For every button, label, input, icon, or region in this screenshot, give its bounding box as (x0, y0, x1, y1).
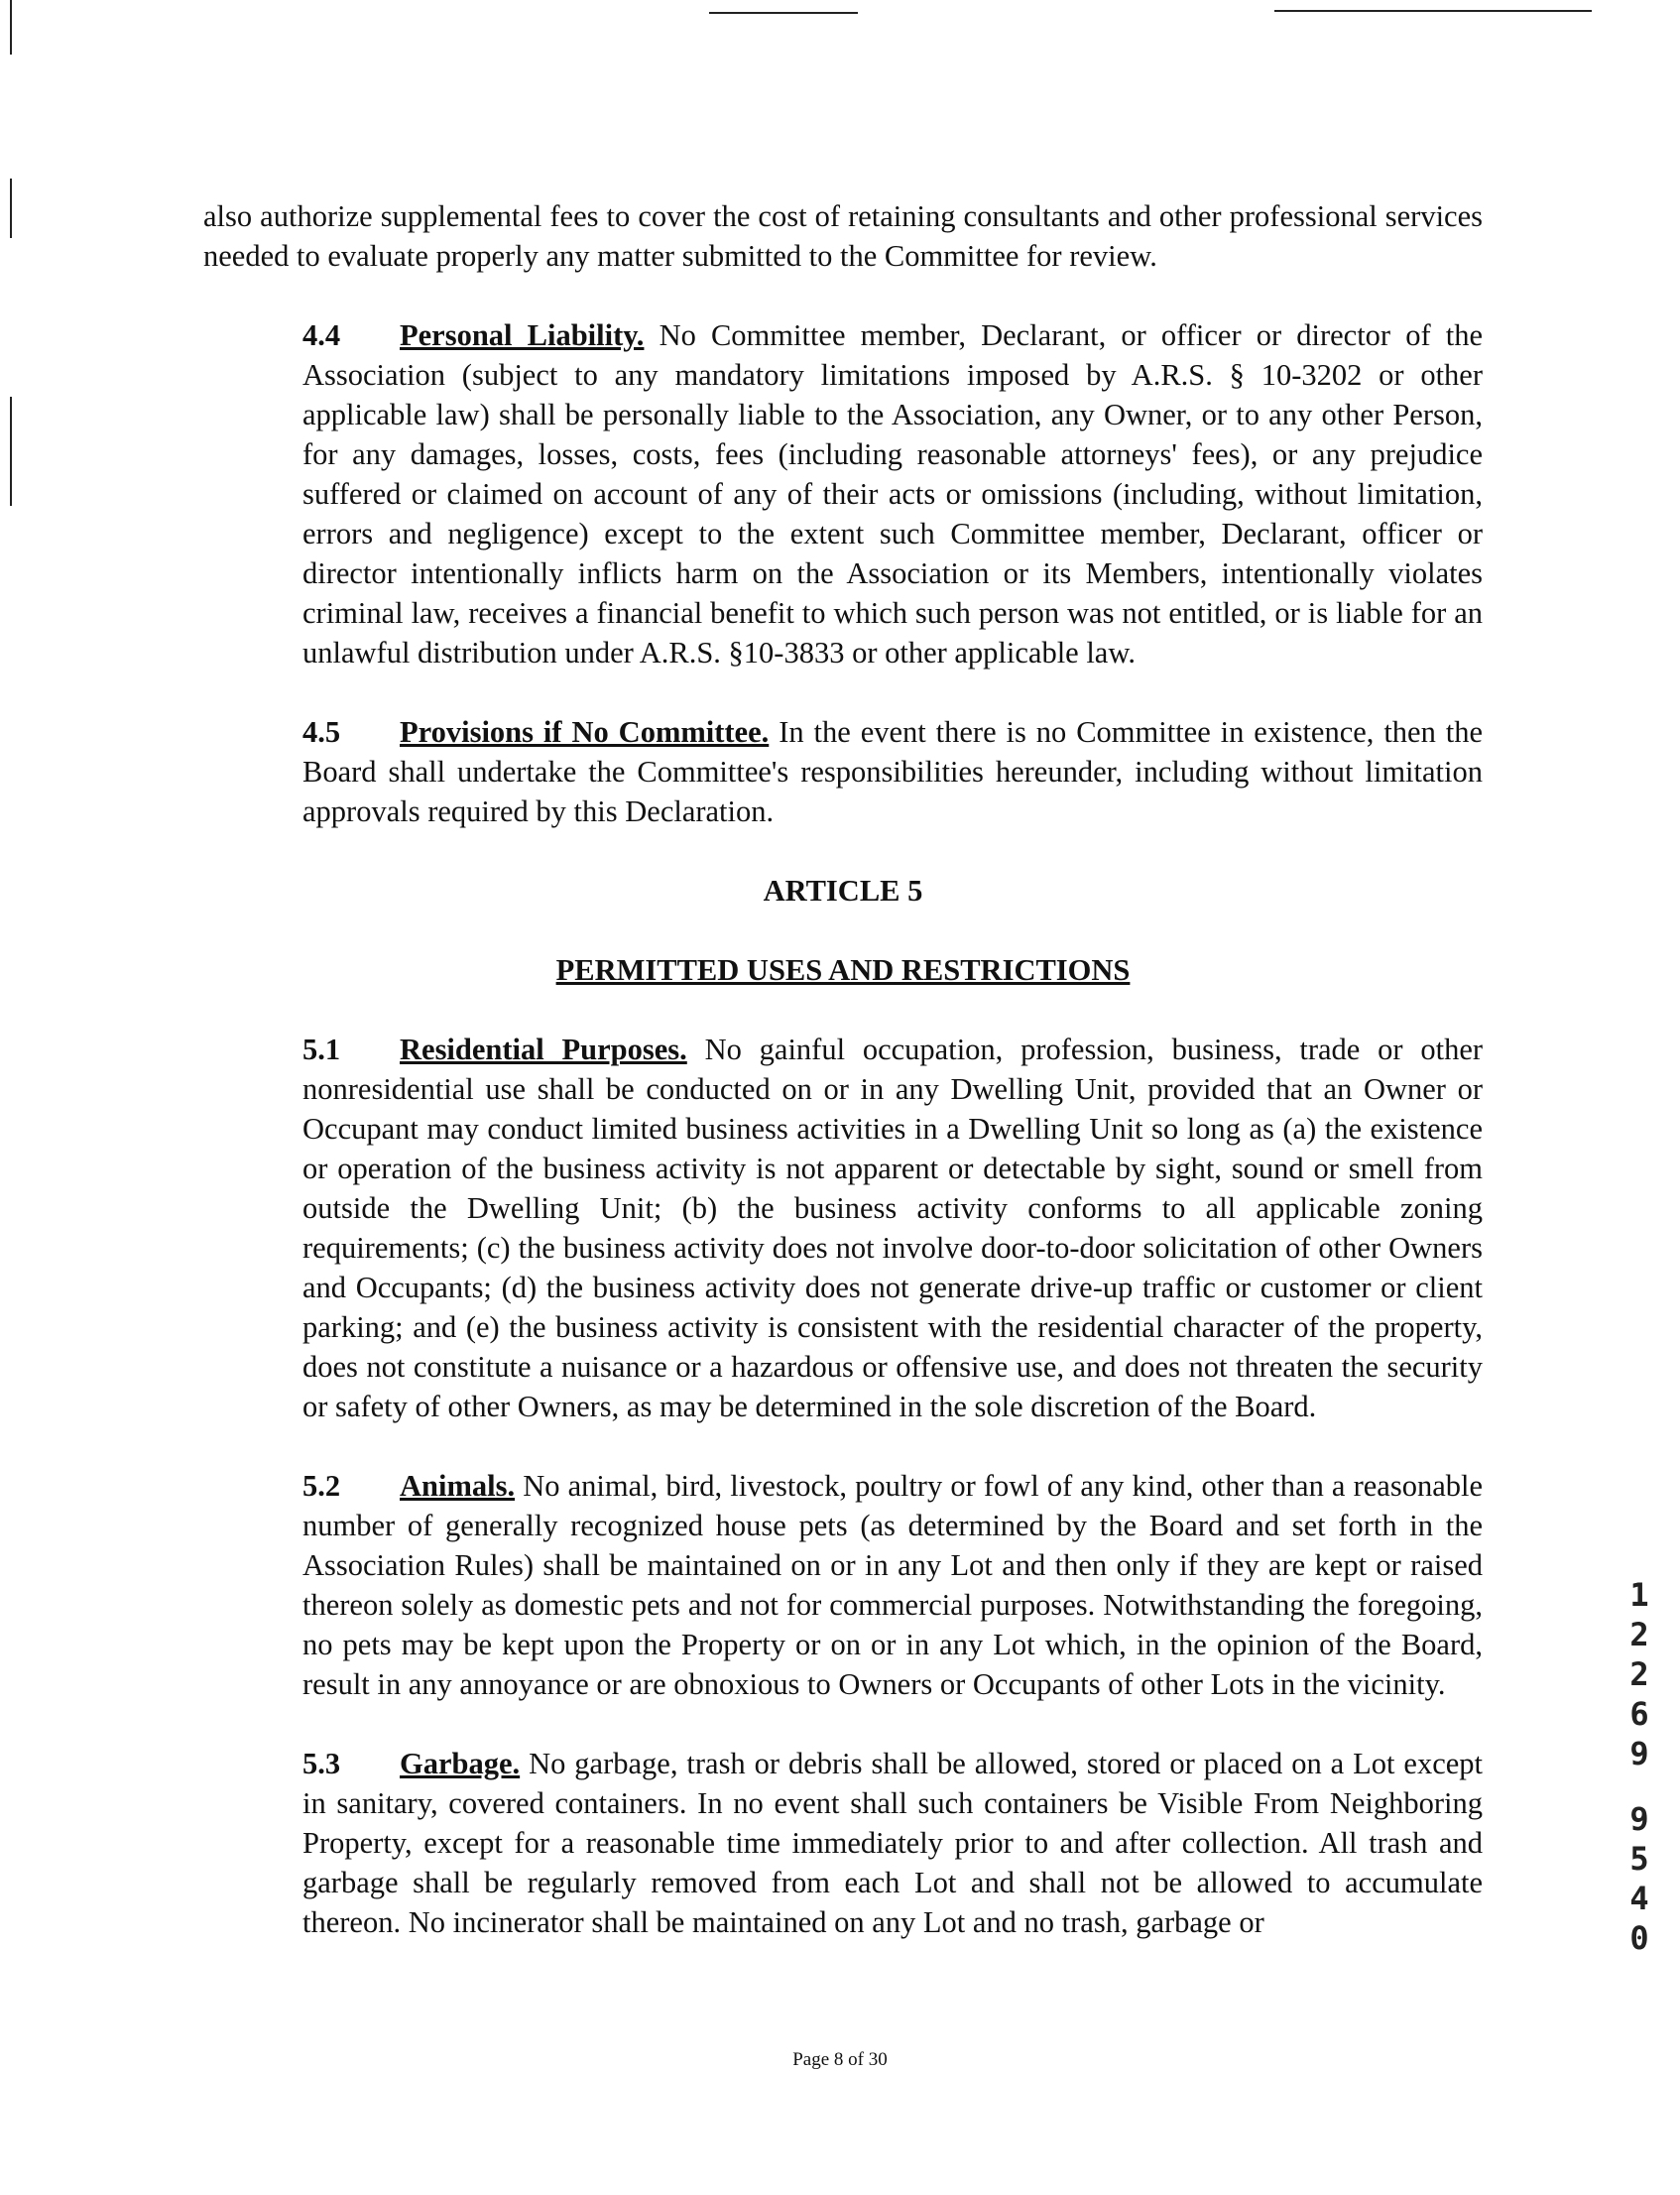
document-body (203, 196, 1483, 1982)
recording-number-stamp (1624, 1575, 1654, 1958)
section-number: 5.1 (302, 1033, 341, 1066)
stamp-digit: 0 (1629, 1919, 1649, 1957)
section-body: In the event there is no Committee in existence, then the Board shall undertake the Committee's responsibilities hereunder, including without limitation approvals required by this Declaration. (302, 715, 1484, 828)
section-number: 5.2 (302, 1469, 341, 1503)
article-title-text: PERMITTED USES AND RESTRICTIONS (555, 953, 1131, 987)
stamp-digit: 2 (1629, 1655, 1649, 1693)
section-5-1 (203, 1030, 1483, 1426)
stamp-digit: 6 (1629, 1695, 1649, 1733)
section-title: Personal Liability. (400, 318, 645, 352)
scan-artifact-top-left (709, 12, 858, 14)
page-number-footer: Page 8 of 30 (792, 2049, 888, 2070)
section-body: No Committee member, Declarant, or officer or director of the Association (subject to any mandatory limitations imposed by A.R.S. § 10-3202 or other applicable law) shall be personally liable to the Association, any Owner, or to any other Person, for any damages, losses, costs, fees (including reasonable attorneys' fees), or any prejudice suffered or claimed on account of any of their acts or omissions (including, without limitation, errors and negligence) except to the extent such Committee member, Declarant, officer or director intentionally inflicts harm on the Association or its Members, intentionally violates criminal law, receives a financial benefit to which such person was not entitled, or is liable for an unlawful distribution under A.R.S. §10-3833 or other applicable law. (302, 318, 1483, 670)
stamp-digit: 9 (1629, 1735, 1649, 1772)
stamp-digit: 4 (1629, 1880, 1649, 1917)
stamp-digit: 2 (1629, 1616, 1649, 1653)
scan-artifact-left-edge (10, 0, 12, 55)
section-body: No animal, bird, livestock, poultry or fowl of any kind, other than a reasonable number of generally recognized house pets (as determined by the Board and set forth in the Association Rules) shall be maintained on or in any Lot and then only if they are kept or raised thereon solely as domestic pets and not for commercial purposes. Notwithstanding the foregoing, no pets may be kept upon the Property or on or in any Lot which, in the opinion of the Board, result in any annoyance or are obnoxious to Owners or Occupants of other Lots in the vicinity. (302, 1469, 1483, 1701)
scan-artifact-top-right (1274, 10, 1592, 12)
section-4-4 (203, 315, 1483, 672)
section-5-3 (203, 1744, 1483, 1942)
article-heading: ARTICLE 5 (763, 874, 923, 908)
section-title: Animals. (400, 1469, 516, 1503)
article-title (203, 950, 1483, 990)
stamp-digit: 5 (1629, 1840, 1649, 1878)
continuation-paragraph: also authorize supplemental fees to cover the cost of retaining consultants and other professional services needed to evaluate properly any matter submitted to the Committee for review. (203, 199, 1483, 273)
section-4-5 (203, 712, 1483, 831)
section-body: No garbage, trash or debris shall be allowed, stored or placed on a Lot except in sanitary, covered containers. In no event shall such containers be Visible From Neighboring Property, except for a reasonable time immediately prior to and after collection. All trash and garbage shall be regularly removed from each Lot and shall not be allowed to accumulate thereon. No incinerator shall be maintained on any Lot and no trash, garbage or (302, 1747, 1484, 1939)
stamp-digit: 9 (1629, 1800, 1649, 1838)
section-5-2 (203, 1466, 1483, 1704)
scan-artifact-left-edge-3 (10, 397, 12, 506)
section-number: 5.3 (302, 1747, 341, 1780)
section-title: Provisions if No Committee. (400, 715, 770, 749)
stamp-digit: 1 (1629, 1576, 1649, 1614)
section-number: 4.5 (302, 715, 341, 749)
section-body: No gainful occupation, profession, business, trade or other nonresidential use shall be conducted on or in any Dwelling Unit, provided that an Owner or Occupant may conduct limited business activities in a Dwelling Unit so long as (a) the existence or operation of the business activity is not apparent or detectable by sight, sound or smell from outside the Dwelling Unit; (b) the business activity conforms to all applicable zoning requirements; (c) the business activity does not involve door-to-door solicitation of other Owners and Occupants; (d) the business activity does not generate drive-up traffic or customer or client parking; and (e) the business activity is consistent with the residential character of the property, does not constitute a nuisance or a hazardous or offensive use, and does not threaten the security or safety of other Owners, as may be determined in the sole discretion of the Board. (302, 1033, 1484, 1423)
section-title: Garbage. (400, 1747, 521, 1780)
scan-artifact-left-edge-2 (10, 179, 12, 238)
section-number: 4.4 (302, 318, 341, 352)
section-title: Residential Purposes. (400, 1033, 687, 1066)
